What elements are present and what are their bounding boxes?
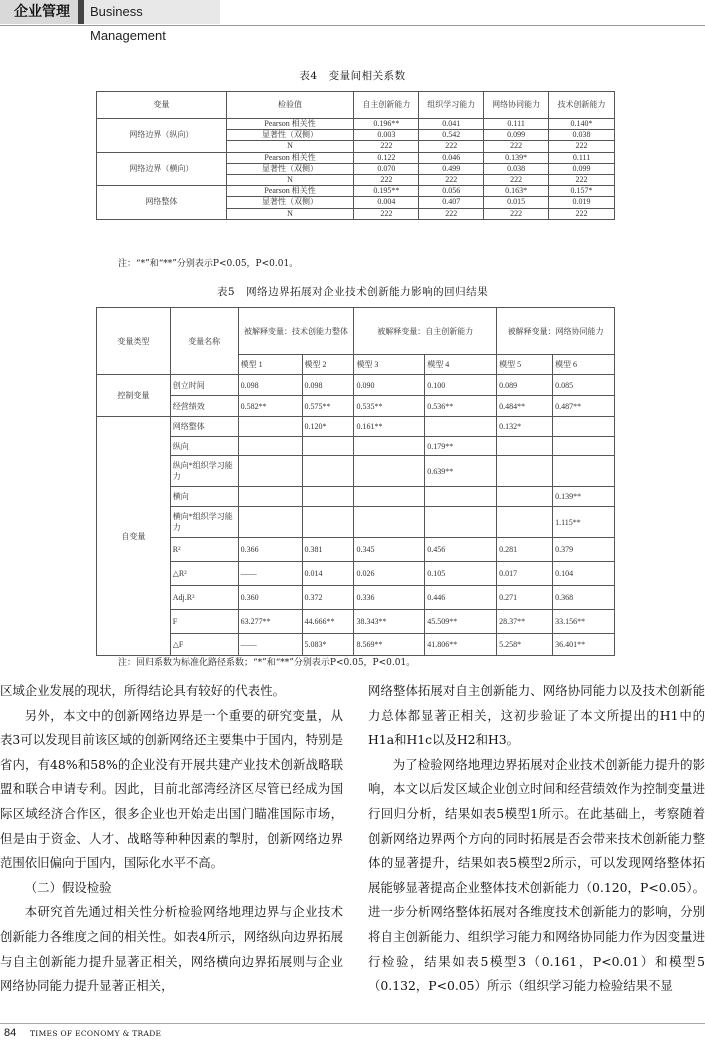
table4-caption: 表4 变量间相关系数 xyxy=(299,70,406,82)
table5-cell: 63.277** xyxy=(238,610,302,634)
table4-stat: 显著性（双侧） xyxy=(226,197,354,208)
page-footer xyxy=(0,1023,705,1043)
table5-header-dep1: 被解释变量：技术创能力整体 xyxy=(238,308,354,355)
table4-cell: 222 xyxy=(419,141,484,152)
table5-cell: 0.090 xyxy=(354,375,425,396)
table5-cell: 0.368 xyxy=(553,586,615,610)
table5-cell: 33.156** xyxy=(553,610,615,634)
table-row xyxy=(97,456,615,487)
table5-cell: 44.666** xyxy=(302,610,354,634)
table5-var-name: 创立时间 xyxy=(170,375,238,396)
table5-cell xyxy=(425,417,497,437)
table5-var-name: △F xyxy=(170,634,238,656)
table4-cell: 0.099 xyxy=(549,163,615,174)
paragraph: 本研究首先通过相关性分析检验网络地理边界与企业技术创新能力各维度之间的相关性。如表4所示，网络纵向边界拓展与自主创新能力提升显著正相关，网络横向边界拓展则与企业网络协同能力提升显著正相关， xyxy=(0,904,343,994)
table4-cell: 0.070 xyxy=(354,163,419,174)
body-column-left xyxy=(0,679,343,999)
paragraph: 区域企业发展的现状，所得结论具有较好的代表性。 xyxy=(0,683,285,698)
table5-model: 模型 5 xyxy=(497,355,553,375)
table5-cell xyxy=(553,417,615,437)
table5 xyxy=(96,307,615,656)
table4-cell: 0.122 xyxy=(354,152,419,163)
table5-cell: 0.100 xyxy=(425,375,497,396)
table5-cell: 0.484** xyxy=(497,396,553,417)
table4-cell: 0.038 xyxy=(549,130,615,141)
table4-cell: 0.139* xyxy=(484,152,549,163)
table5-cell: 0.089 xyxy=(497,375,553,396)
table5-cell: 0.381 xyxy=(302,538,354,562)
table4-group-name: 网络边界（纵向） xyxy=(97,119,227,153)
table5-cell: 0.085 xyxy=(553,375,615,396)
table-row xyxy=(97,487,615,507)
table5-cell: 0.014 xyxy=(302,562,354,586)
table5-cell: 0.372 xyxy=(302,586,354,610)
table5-cell: 0.281 xyxy=(497,538,553,562)
table5-cell xyxy=(497,456,553,487)
table5-var-name: Adj.R² xyxy=(170,586,238,610)
table5-cell xyxy=(302,487,354,507)
footer-rule xyxy=(0,1023,705,1024)
journal-name: TIMES OF ECONOMY & TRADE xyxy=(30,1029,162,1038)
table5-cell: 0.487** xyxy=(553,396,615,417)
table5-cell xyxy=(497,487,553,507)
table5-cell: 28.37** xyxy=(497,610,553,634)
table-row xyxy=(97,634,615,656)
table-row xyxy=(97,417,615,437)
table5-model: 模型 4 xyxy=(425,355,497,375)
table4-cell: 222 xyxy=(484,174,549,185)
table4-cell: 0.038 xyxy=(484,163,549,174)
table4-cell: 0.004 xyxy=(354,197,419,208)
table5-cell: 0.582** xyxy=(238,396,302,417)
paragraph: 另外，本文中的创新网络边界是一个重要的研究变量，从表3可以发现目前该区域的创新网络还主要集中于国内，特别是省内，有48%和58%的企业没有开展共建产业技术创新战略联盟和联合申请专利。因此，目前北部湾经济区尽管已经成为国际区域经济合作区，很多企业也开始走出国门瞄准国际市场，但是由于资金、人才、战略等种种因素的掣肘，创新网络边界范围依旧偏向于国内，国际化水平不高。 xyxy=(0,707,343,871)
table5-cell xyxy=(425,487,497,507)
table4-col-header: 组织学习能力 xyxy=(419,92,484,119)
paragraph: 为了检验网络地理边界拓展对企业技术创新能力提升的影响，本文以后发区域企业创立时间和经营绩效作为控制变量进行回归分析，结果如表5模型1所示。在此基础上，考察随着创新网络边界两个方向的同时拓展是否会带来技术创新能力整体的显著提升，结果如表5模型2所示，可以发现网络整体拓展能够显著提高企业整体技术创新能力（0.120，P<0.05）。进一步分析网络整体拓展对各维度技术创新能力的影响，分别将自主创新能力、组织学习能力和网络协同能力作为因变量进行检验，结果如表5模型3（0.161，P<0.01）和模型5（0.132，P<0.05）所示（组织学习能力检验结果不显 xyxy=(368,756,705,994)
table5-cell xyxy=(302,437,354,456)
table5-var-name: F xyxy=(170,610,238,634)
table4-cell: 0.407 xyxy=(419,197,484,208)
table4-stat: Pearson 相关性 xyxy=(226,186,354,197)
table4-cell: 0.041 xyxy=(419,119,484,130)
table5-caption: 表5 网络边界拓展对企业技术创新能力影响的回归结果 xyxy=(216,286,489,298)
table4-cell: 0.195** xyxy=(354,186,419,197)
table5-cell: 0.536** xyxy=(425,396,497,417)
table4-cell: 0.099 xyxy=(484,130,549,141)
table-row xyxy=(97,610,615,634)
table4-col-header: 自主创新能力 xyxy=(354,92,419,119)
table5-cell xyxy=(238,417,302,437)
table5-var-name: 纵向*组织学习能力 xyxy=(170,456,238,487)
table5-cell: 0.098 xyxy=(238,375,302,396)
table-row xyxy=(97,507,615,538)
table5-cell xyxy=(302,507,354,538)
table5-cell xyxy=(425,507,497,538)
table5-cell: 0.161** xyxy=(354,417,425,437)
table5-cell: 0.132* xyxy=(497,417,553,437)
table5-header-dep3: 被解释变量：网络协同能力 xyxy=(497,308,615,355)
table4-group-name: 网络整体 xyxy=(97,186,227,220)
table4-stat: Pearson 相关性 xyxy=(226,152,354,163)
table4-cell: 0.157* xyxy=(549,186,615,197)
table5-cell: 5.083* xyxy=(302,634,354,656)
table4-col-header: 检验值 xyxy=(226,92,354,119)
table5-cell xyxy=(354,456,425,487)
table5-cell: 45.509** xyxy=(425,610,497,634)
table4-cell: 222 xyxy=(354,141,419,152)
table-row xyxy=(97,186,615,197)
table5-cell: 5.258* xyxy=(497,634,553,656)
table5-cell xyxy=(553,437,615,456)
table4-cell: 222 xyxy=(549,141,615,152)
table5-header-dep2: 被解释变量：自主创新能力 xyxy=(354,308,497,355)
table5-cell: 0.271 xyxy=(497,586,553,610)
table4 xyxy=(96,91,615,220)
table5-cell xyxy=(238,456,302,487)
table4-cell: 222 xyxy=(549,208,615,219)
table5-cell: 0.446 xyxy=(425,586,497,610)
table4-stat: 显著性（双侧） xyxy=(226,163,354,174)
table4-cell: 0.499 xyxy=(419,163,484,174)
table4-cell: 0.019 xyxy=(549,197,615,208)
table5-cell: 0.120* xyxy=(302,417,354,437)
header-rule xyxy=(0,25,705,26)
table4-cell: 0.111 xyxy=(549,152,615,163)
table4-cell: 222 xyxy=(549,174,615,185)
table-row xyxy=(97,119,615,130)
table4-cell: 0.056 xyxy=(419,186,484,197)
table5-model: 模型 3 xyxy=(354,355,425,375)
table5-cell xyxy=(354,437,425,456)
body-column-right xyxy=(368,679,705,999)
section-title-cn: 企业管理 xyxy=(0,0,78,24)
table5-cell: —— xyxy=(238,634,302,656)
table4-cell: 0.003 xyxy=(354,130,419,141)
table-row xyxy=(97,538,615,562)
table4-cell: 0.163* xyxy=(484,186,549,197)
table5-var-name: △R² xyxy=(170,562,238,586)
table4-group-name: 网络边界（横向） xyxy=(97,152,227,186)
table4-cell: 222 xyxy=(419,174,484,185)
table5-cell: 0.345 xyxy=(354,538,425,562)
table5-cell xyxy=(238,437,302,456)
table5-cell: 0.179** xyxy=(425,437,497,456)
table5-cell: 41.806** xyxy=(425,634,497,656)
table4-header-row xyxy=(97,92,615,119)
table-row xyxy=(97,152,615,163)
table-row xyxy=(97,375,615,396)
table5-cell: —— xyxy=(238,562,302,586)
table5-cell xyxy=(497,437,553,456)
table-row xyxy=(97,562,615,586)
table5-var-name: 横向 xyxy=(170,487,238,507)
table5-cell xyxy=(238,487,302,507)
table-row xyxy=(97,586,615,610)
table5-cell: 0.366 xyxy=(238,538,302,562)
table5-cell: 0.639** xyxy=(425,456,497,487)
table4-stat: Pearson 相关性 xyxy=(226,119,354,130)
table5-cell xyxy=(238,507,302,538)
table5-ctrl-label: 控制变量 xyxy=(97,375,171,417)
table4-cell: 0.542 xyxy=(419,130,484,141)
table5-var-name: 经营绩效 xyxy=(170,396,238,417)
table5-cell: 0.017 xyxy=(497,562,553,586)
table4-cell: 0.140* xyxy=(549,119,615,130)
table4-col-header: 技术创新能力 xyxy=(549,92,615,119)
table4-cell: 0.015 xyxy=(484,197,549,208)
table5-cell: 0.575** xyxy=(302,396,354,417)
table5-cell: 8.569** xyxy=(354,634,425,656)
table5-cell: 0.379 xyxy=(553,538,615,562)
table4-stat: N xyxy=(226,174,354,185)
table5-model: 模型 2 xyxy=(302,355,354,375)
table5-cell: 0.104 xyxy=(553,562,615,586)
table-row xyxy=(97,396,615,417)
table5-cell: 0.139** xyxy=(553,487,615,507)
table5-cell: 1.115** xyxy=(553,507,615,538)
table4-cell: 0.111 xyxy=(484,119,549,130)
table5-var-name: 纵向 xyxy=(170,437,238,456)
table5-var-name: 横向*组织学习能力 xyxy=(170,507,238,538)
table5-cell: 0.105 xyxy=(425,562,497,586)
table5-cell: 38.343** xyxy=(354,610,425,634)
table5-cell xyxy=(302,456,354,487)
page-number: 84 xyxy=(4,1027,17,1039)
table4-stat: 显著性（双侧） xyxy=(226,130,354,141)
table4-cell: 0.196** xyxy=(354,119,419,130)
page-header xyxy=(0,0,705,43)
table5-note: 注：回归系数为标准化路径系数；“*”和“**”分别表示P<0.05，P<0.01。 xyxy=(118,658,416,668)
table5-model: 模型 6 xyxy=(553,355,615,375)
table5-header-type: 变量类型 xyxy=(97,308,171,375)
table5-cell: 0.535** xyxy=(354,396,425,417)
table4-stat: N xyxy=(226,141,354,152)
table5-header-row xyxy=(97,308,615,355)
table4-note: 注：“*”和“**”分别表示P<0.05，P<0.01。 xyxy=(118,259,299,269)
section-title-en: Business Management xyxy=(84,0,220,24)
table5-cell xyxy=(553,456,615,487)
table5-cell: 0.098 xyxy=(302,375,354,396)
table5-var-name: R² xyxy=(170,538,238,562)
table4-cell: 222 xyxy=(354,174,419,185)
table5-cell: 0.360 xyxy=(238,586,302,610)
table4-col-header: 变量 xyxy=(97,92,227,119)
table4-stat: N xyxy=(226,208,354,219)
table4-cell: 0.046 xyxy=(419,152,484,163)
table-row xyxy=(97,437,615,456)
table5-cell xyxy=(497,507,553,538)
table5-cell xyxy=(354,507,425,538)
table5-cell: 36.401** xyxy=(553,634,615,656)
table5-header-name: 变量名称 xyxy=(170,308,238,375)
table4-cell: 222 xyxy=(484,141,549,152)
table4-col-header: 网络协同能力 xyxy=(484,92,549,119)
table4-cell: 222 xyxy=(354,208,419,219)
paragraph: 网络整体拓展对自主创新能力、网络协同能力以及技术创新能力总体都显著正相关，这初步验证了本文所提出的H1中的H1a和H1c以及H2和H3。 xyxy=(368,683,705,748)
table5-cell: 0.336 xyxy=(354,586,425,610)
table5-cell xyxy=(354,487,425,507)
section-heading: （二）假设检验 xyxy=(24,879,112,895)
table5-cell: 0.026 xyxy=(354,562,425,586)
table5-ind-label: 自变量 xyxy=(97,417,171,656)
table4-cell: 222 xyxy=(419,208,484,219)
table5-model: 模型 1 xyxy=(238,355,302,375)
table5-var-name: 网络整体 xyxy=(170,417,238,437)
table4-cell: 222 xyxy=(484,208,549,219)
table5-cell: 0.456 xyxy=(425,538,497,562)
